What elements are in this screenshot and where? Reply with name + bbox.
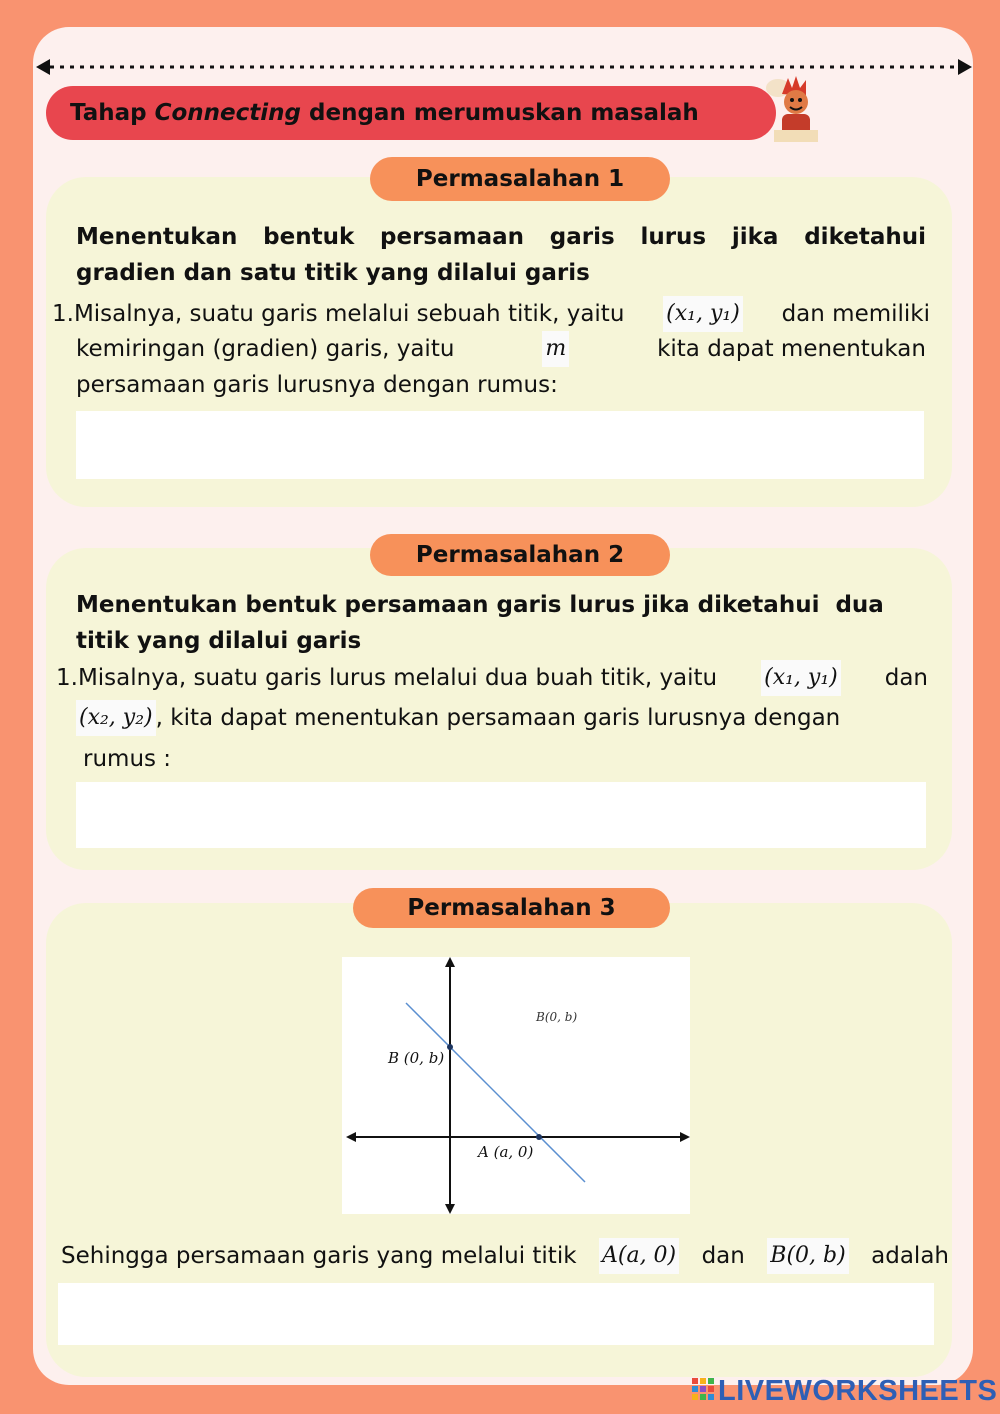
- stage-header: [46, 86, 776, 140]
- problem2-point1: (x₁, y₁): [761, 660, 841, 696]
- x-axis-arrow-left: [346, 1132, 356, 1142]
- problem3-conclusion-c: adalah: [871, 1243, 949, 1269]
- liveworksheets-logo[interactable]: [692, 1374, 997, 1408]
- liveworksheets-logo-text: LIVEWORKSHEETS: [718, 1374, 998, 1407]
- problem1-answer-box[interactable]: [76, 411, 924, 479]
- problem2-answer-box[interactable]: [76, 782, 926, 848]
- problem1-point: (x₁, y₁): [663, 296, 743, 332]
- problem3-conclusion: [61, 1238, 949, 1274]
- x-axis-arrow-right: [680, 1132, 690, 1142]
- problem2-text-line2: [76, 700, 840, 736]
- point-b-faint-label: B(0, b): [536, 1010, 578, 1024]
- point-a-marker: [536, 1134, 542, 1140]
- problem2-text-line1-b: dan: [884, 665, 928, 691]
- header-suffix: dengan merumuskan masalah: [301, 100, 699, 126]
- problem3-point-b: B(0, b): [767, 1238, 848, 1274]
- problem1-heading-line1: Menentukan bentuk persamaan garis lurus jika diketahui: [76, 224, 926, 250]
- problem3-label: Permasalahan 3: [353, 888, 670, 928]
- dotted-arrow-divider: [36, 58, 972, 76]
- liveworksheets-logo-icon: [692, 1378, 714, 1404]
- header-italic: Connecting: [154, 100, 302, 126]
- problem3-conclusion-a: Sehingga persamaan garis yang melalui titik: [61, 1243, 577, 1269]
- problem1-gradient: m: [542, 331, 569, 367]
- problem1-text-line1-a: 1.Misalnya, suatu garis melalui sebuah titik, yaitu: [52, 301, 625, 327]
- problem3-conclusion-b: dan: [701, 1243, 745, 1269]
- problem1-text-line1: [52, 296, 930, 332]
- problem1-text-line2-a: kemiringan (gradien) garis, yaitu: [76, 336, 455, 362]
- problem3-answer-box[interactable]: [58, 1283, 934, 1345]
- line-graph-svg: [342, 957, 690, 1214]
- problem1-label: Permasalahan 1: [370, 157, 670, 201]
- header-prefix: Tahap: [70, 100, 155, 126]
- problem2-text-line2-body: , kita dapat menentukan persamaan garis lurusnya dengan: [155, 705, 841, 731]
- problem3-point-a: A(a, 0): [599, 1238, 679, 1274]
- problem2-heading-line1: Menentukan bentuk persamaan garis lurus jika diketahui dua: [76, 592, 884, 618]
- problem2-label: Permasalahan 2: [370, 534, 670, 576]
- problem1-heading-line2: gradien dan satu titik yang dilalui garis: [76, 260, 590, 286]
- point-a-label: A (a, 0): [478, 1143, 534, 1161]
- problem2-text-line1: [56, 660, 928, 696]
- problem2-heading-line2: titik yang dilalui garis: [76, 628, 362, 654]
- problem2-point2: (x₂, y₂): [76, 700, 156, 736]
- mascot-icon: [762, 72, 824, 144]
- problem2-text-line1-a: 1.Misalnya, suatu garis lurus melalui dua buah titik, yaitu: [56, 665, 718, 691]
- problem2-text-line3: rumus :: [83, 746, 172, 772]
- problem1-text-line2: [76, 331, 926, 367]
- line-graph: [342, 957, 690, 1214]
- problem1-text-line3: persamaan garis lurusnya dengan rumus:: [76, 372, 558, 398]
- point-b-marker: [447, 1044, 453, 1050]
- point-b-label: B (0, b): [388, 1049, 445, 1067]
- y-axis-arrow-down: [445, 1204, 455, 1214]
- problem1-text-line2-b: kita dapat menentukan: [657, 336, 926, 362]
- problem1-text-line1-b: dan memiliki: [781, 301, 930, 327]
- y-axis-arrow-up: [445, 957, 455, 967]
